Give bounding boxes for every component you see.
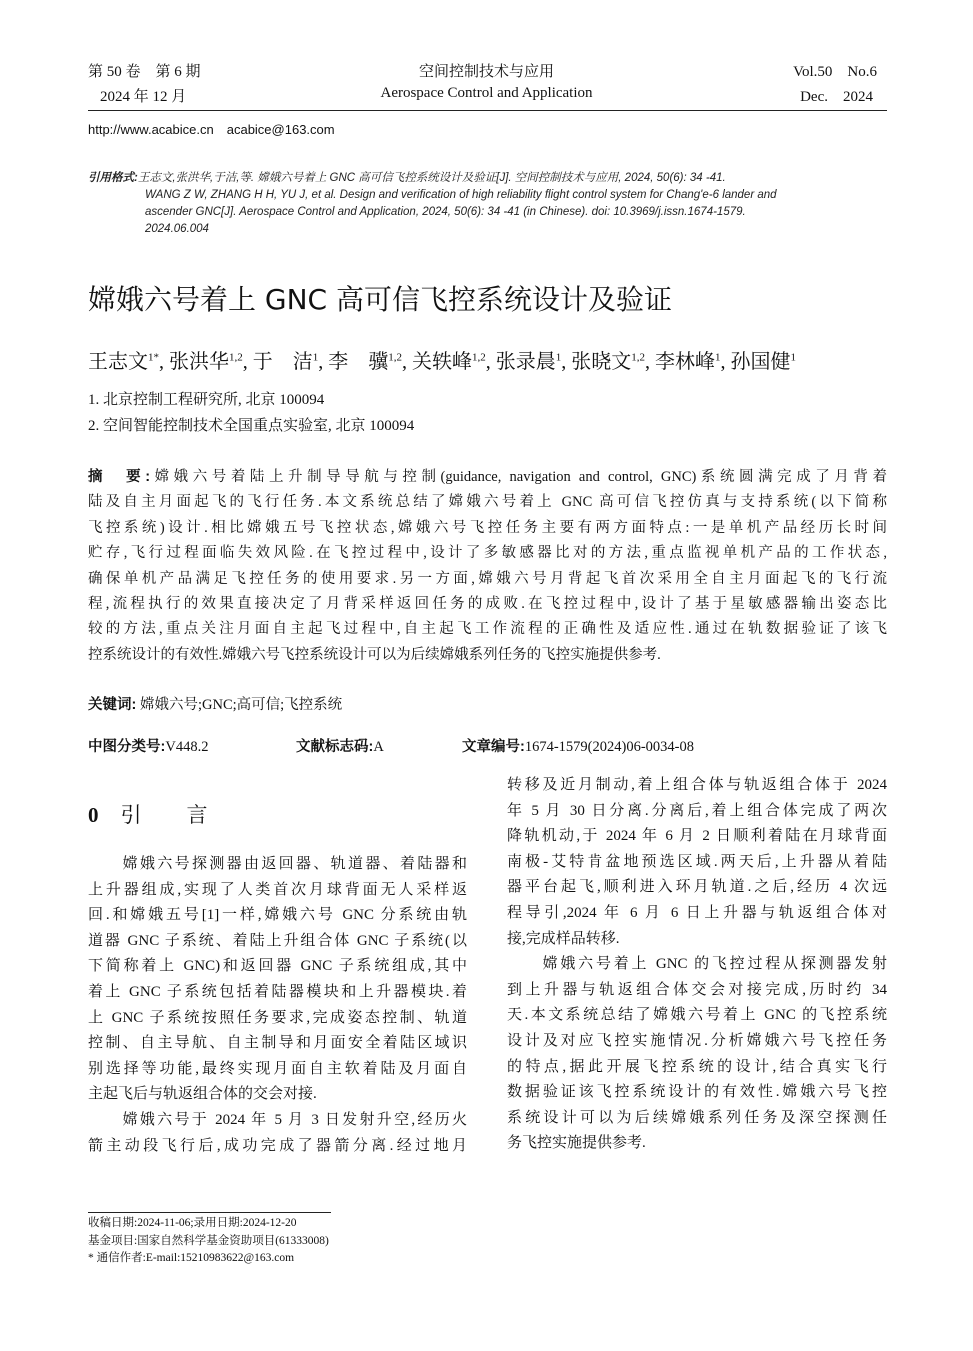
body-text-line: 别选择等功能,最终实现月面自主软着陆及月面自 bbox=[88, 1060, 467, 1077]
author-affiliation-mark: 1 bbox=[790, 351, 796, 364]
abstract-line: 飞控系统)设计.相比嫦娥五号飞控状态,嫦娥六号飞控任务主要有两方面特点:一是单机产品经历长时间 bbox=[88, 519, 887, 536]
header-rule bbox=[88, 110, 887, 111]
body-text-line: 箭主动段飞行后,成功完成了器箭分离.经过地月 bbox=[88, 1137, 467, 1154]
body-text-line: 南极-艾特肯盆地预选区域.两天后,上升器从着陆 bbox=[507, 853, 887, 870]
author-affiliation-mark: 1 bbox=[555, 351, 562, 364]
body-text-line: 主起飞后与轨返组合体的交会对接. bbox=[88, 1086, 317, 1103]
doc-value: A bbox=[373, 739, 384, 755]
author: 李 骥 bbox=[328, 351, 389, 373]
body-text-line: 下简称着上 GNC)和返回器 GNC 子系统组成,其中 bbox=[88, 958, 467, 975]
date-en: Dec. 2024 bbox=[800, 89, 873, 105]
body-text-line: 数据验证该飞控系统设计的有效性.嫦娥六号飞控 bbox=[507, 1084, 887, 1101]
body-text-line: 务飞控实施提供参考. bbox=[507, 1135, 646, 1152]
body-text-line: 嫦娥六号探测器由返回器、轨道器、着陆器和 bbox=[88, 856, 467, 872]
section-heading bbox=[88, 799, 220, 829]
section-number: 0 bbox=[88, 803, 99, 827]
body-text-line: 天.本文系统总结了嫦娥六号着上 GNC 的飞控系统 bbox=[507, 1007, 887, 1024]
footnote-funding: 基金项目:国家自然科学基金资助项目(61333008) bbox=[88, 1234, 329, 1247]
body-text-line: 接,完成样品转移. bbox=[507, 930, 620, 947]
author-list: 王志文$^{1*}$, 张洪华$^{1,2}$, 于 洁$^1$, 李 骥$^{1,2}$, 关轶峰$^{1,2}$, 张录晨$^1$, 张晓文$^{1,2}$, 李林峰$^1$, 孙国健$^1$ bbox=[88, 351, 796, 373]
body-text-line: 转移及近月制动,着上组合体与轨返组合体于 2024 bbox=[507, 777, 887, 793]
author-affiliation-mark: 1,2 bbox=[631, 351, 645, 364]
body-text-line: 器平台起飞,顺利进入环月轨道.之后,经历 4 次远 bbox=[507, 879, 887, 896]
keywords-value: 嫦娥六号;GNC;高可信;飞控系统 bbox=[139, 697, 343, 713]
clc-value: V448.2 bbox=[165, 739, 209, 755]
clc-number bbox=[88, 735, 208, 756]
body-text-line: 程导引,2024 年 6 月 6 日上升器与轨返组合体对 bbox=[507, 904, 887, 921]
doc-label: 文献标志码: bbox=[296, 739, 374, 755]
journal-links[interactable]: http://www.acabice.cn acabice@163.com bbox=[88, 122, 335, 137]
body-text-line: 设计及对应飞控实施情况.分析嫦娥六号飞控任务 bbox=[507, 1032, 887, 1049]
abstract bbox=[88, 465, 887, 668]
body-text-line: 道器 GNC 子系统、着陆上升组合体 GNC 子系统(以 bbox=[88, 932, 467, 949]
id-label: 文章编号: bbox=[462, 739, 525, 755]
affiliation: 2. 空间智能控制技术全国重点实验室, 北京 100094 bbox=[88, 418, 415, 434]
id-value: 1674-1579(2024)06-0034-08 bbox=[524, 739, 694, 755]
abstract-label: 摘 要: bbox=[88, 469, 151, 485]
abstract-line: 确保单机产品满足飞控任务的使用要求.另一方面,嫦娥六号月背起飞首次采用全自主月面起飞的飞行流 bbox=[88, 570, 887, 587]
body-text-line: 年 5 月 30 日分离.分离后,着上组合体完成了两次 bbox=[507, 802, 887, 819]
abstract-line: 陆及自主月面起飞的飞行任务.本文系统总结了嫦娥六号着上 GNC 高可信飞控仿真与支持系统(以下简称 bbox=[88, 494, 887, 511]
abstract-text: 嫦娥六号着陆上升制导导航与控制(guidance, navigation and control, GNC)系统圆满完成了月背着 bbox=[150, 469, 887, 485]
volume-issue-en: Vol.50 No.6 bbox=[793, 64, 877, 80]
affiliation: 1. 北京控制工程研究所, 北京 100094 bbox=[88, 392, 325, 408]
keywords-label: 关键词: bbox=[88, 697, 137, 713]
abstract-line: 较的方法,重点关注月面自主起飞过程中,自主起飞工作流程的正确性及适应性.通过在轨数据验证了该飞 bbox=[88, 621, 887, 638]
journal-name-en: Aerospace Control and Application bbox=[380, 85, 593, 101]
author-affiliation-mark: 1,2 bbox=[472, 351, 486, 364]
body-text-line: 系统设计可以为后续嫦娥系列任务及深空探测任 bbox=[507, 1109, 887, 1126]
abstract-line: 程,流程执行的效果直接决定了月背采样返回任务的成败.在飞控过程中,设计了基于星敏感器输出姿态比 bbox=[88, 595, 887, 612]
body-text-line: 到上升器与轨返组合体交会对接完成,历时约 34 bbox=[507, 981, 887, 998]
publication-date: 2024 年 12 月 bbox=[100, 89, 187, 105]
body-text-line: 上 GNC 子系统按照任务要求,完成姿态控制、轨道 bbox=[88, 1009, 467, 1026]
paper-title: 嫦娥六号着上 GNC 高可信飞控系统设计及验证 bbox=[88, 283, 672, 316]
author-affiliation-mark: 1* bbox=[148, 351, 159, 364]
body-text-line: 控制、自主导航、自主制导和月面安全着陆区域识 bbox=[88, 1035, 467, 1052]
right-column bbox=[507, 773, 887, 1157]
body-text-line: 上升器组成,实现了人类首次月球背面无人采样返 bbox=[88, 881, 467, 898]
author: 李林峰 bbox=[655, 351, 715, 373]
author: 孙国健 bbox=[730, 351, 791, 373]
author: 王志文 bbox=[88, 351, 148, 373]
citation-line: 2024.06.004 bbox=[145, 223, 209, 235]
footnotes bbox=[88, 1215, 329, 1268]
citation-line: ascender GNC[J]. Aerospace Control and Application, 2024, 50(6): 34 -41 (in Chinese). doi: 10.3969/j.issn.1674-1579. bbox=[145, 206, 746, 218]
citation-label: 引用格式: bbox=[88, 172, 138, 184]
author: 张洪华 bbox=[169, 351, 229, 373]
journal-name-cn: 空间控制技术与应用 bbox=[418, 64, 554, 80]
author: 张录晨 bbox=[495, 351, 556, 373]
author-affiliation-mark: 1,2 bbox=[229, 351, 243, 364]
abstract-line bbox=[88, 465, 887, 490]
abstract-line: 贮存,飞行过程面临失效风险.在飞控过程中,设计了多敏感器比对的方法,重点监视单机产品的工作状态, bbox=[88, 545, 887, 562]
citation-line: WANG Z W, ZHANG H H, YU J, et al. Design and verification of high reliability flight control system for Chang'e-6 lander and bbox=[145, 189, 777, 201]
body-text-line: 的特点,据此开展飞控系统的设计,结合真实飞行 bbox=[507, 1058, 887, 1075]
abstract-line: 控系统设计的有效性.嫦娥六号飞控系统设计可以为后续嫦娥系列任务的飞控实施提供参考. bbox=[88, 646, 661, 663]
author: 于 洁 bbox=[252, 351, 313, 373]
body-text-line: 回.和嫦娥五号[1]一样,嫦娥六号 GNC 分系统由轨 bbox=[88, 907, 467, 924]
body-text-line: 着上 GNC 子系统包括着陆器模块和上升器模块.着 bbox=[88, 983, 467, 1000]
clc-label: 中图分类号: bbox=[88, 739, 166, 755]
citation-line: 王志文,张洪华,于洁,等. 嫦娥六号着上 GNC 高可信飞控系统设计及验证[J]. 空间控制技术与应用, 2024, 50(6): 34 -41. bbox=[137, 172, 726, 184]
article-id bbox=[462, 735, 694, 756]
author: 张晓文 bbox=[571, 351, 632, 373]
footnote-received: 收稿日期:2024-11-06;录用日期:2024-12-20 bbox=[88, 1217, 297, 1229]
section-title: 引 言 bbox=[120, 803, 220, 827]
body-text-line: 嫦娥六号着上 GNC 的飞控过程从探测器发射 bbox=[507, 956, 887, 973]
footnote-correspondence: * 通信作者:E-mail:15210983622@163.com bbox=[88, 1252, 295, 1264]
author-affiliation-mark: 1 bbox=[715, 351, 721, 364]
footnote-rule bbox=[88, 1212, 331, 1213]
author-affiliation-mark: 1,2 bbox=[388, 351, 402, 364]
citation-block bbox=[88, 170, 888, 238]
body-text-line: 降轨机动,于 2024 年 6 月 2 日顺利着陆在月球背面 bbox=[507, 828, 887, 845]
body-text-line: 嫦娥六号于 2024 年 5 月 3 日发射升空,经历火 bbox=[88, 1111, 467, 1128]
left-column bbox=[88, 852, 467, 1159]
author-affiliation-mark: 1 bbox=[312, 351, 319, 364]
document-code bbox=[296, 735, 384, 756]
keywords bbox=[88, 693, 342, 714]
author: 关轶峰 bbox=[412, 351, 472, 373]
volume-issue: 第 50 卷 第 6 期 bbox=[88, 64, 201, 80]
